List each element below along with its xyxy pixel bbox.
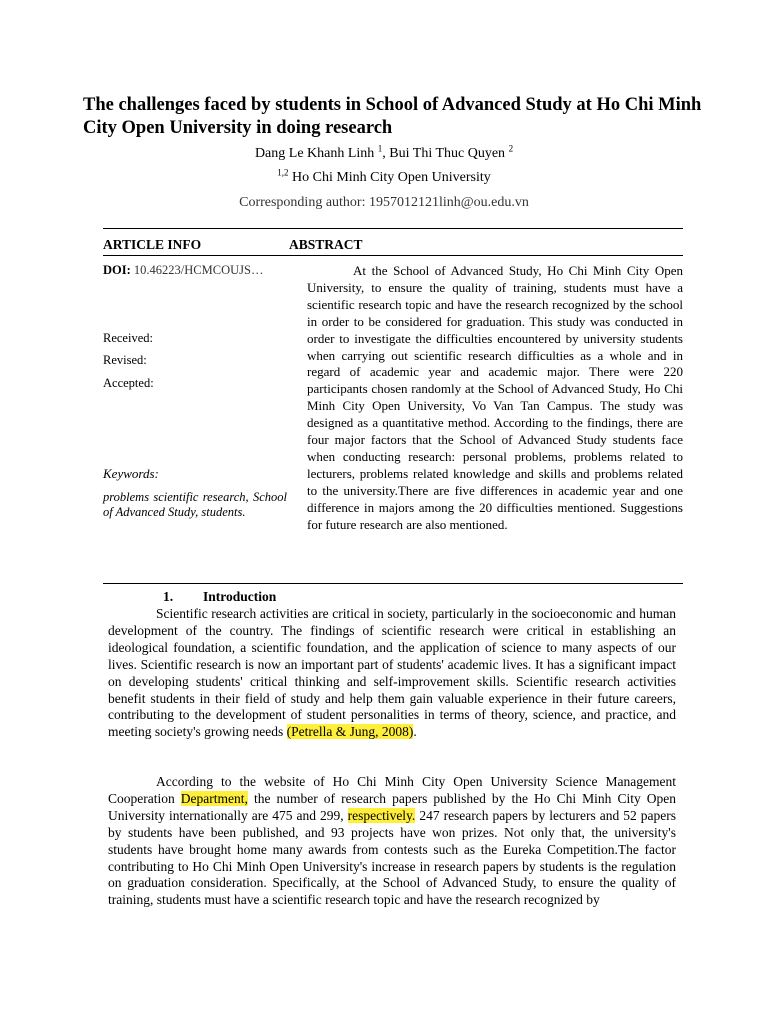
received-label: Received: [103, 331, 153, 345]
article-info-heading: ARTICLE INFO [103, 237, 202, 252]
highlight-department: Department, [180, 790, 248, 806]
author-line [0, 145, 768, 162]
author-1-affiliation-mark: 1 [377, 143, 383, 154]
section-number: 1. [163, 589, 174, 604]
paper-title: The challenges faced by students in School of Advanced Study at Ho Chi Minh City Open University in doing research [83, 95, 702, 138]
section-title: Introduction [203, 589, 277, 604]
intro-p2-part-b: the number of research papers published by the Ho Chi Minh City Open University internationally are 475 and 299, [108, 790, 676, 823]
introduction-heading [163, 589, 276, 605]
top-rule [103, 228, 683, 229]
author-1: Dang Le Khanh Linh [254, 146, 375, 161]
doi-line [103, 263, 263, 278]
abstract-heading: ABSTRACT [289, 237, 363, 252]
intro-p1-end: . [413, 724, 417, 740]
section-rule [103, 583, 683, 584]
citation-highlight: (Petrella & Jung, 2008) [286, 724, 414, 740]
keywords-label: Keywords: [103, 466, 159, 481]
author-separator: , [382, 146, 390, 161]
abstract-text: At the School of Advanced Study, Ho Chi Minh City Open University, to ensure the quality of training, students must have a scientific research topic and have the research recognized by the school in order to be considered for graduation. This study was conducted in order to investigate the difficulties encountered by university students when carrying out scientific research difficulties as a whole and in regard of academic year and academic major. There were 220 participants chosen randomly at the School of Advanced Study, Ho Chi Minh City Open University, Vo Van Tan Campus. The study was designed as a quantitative method. According to the findings, there are four major factors that the School of Advanced Study students face when conducting research: personal problems, problems related to lecturers, problems related knowledge and skills and problems related to the university.There are five differences in academic year and one difference in majors among the 20 difficulties mentioned. Suggestions for future research are also mentioned. [307, 263, 683, 532]
affiliation-mark: 1,2 [277, 167, 289, 178]
author-2-affiliation-mark: 2 [508, 143, 514, 154]
affiliation [0, 169, 768, 186]
affiliation-text: Ho Chi Minh City Open University [292, 170, 491, 185]
doi-label: DOI: [103, 263, 131, 277]
author-2: Bui Thi Thuc Quyen [389, 146, 506, 161]
keywords-list: problems scientific research, School of Advanced Study, students. [103, 490, 287, 519]
intro-p2-part-c: 247 research papers by lecturers and 52 papers by students have been published, and 93 projects have won prizes. Not only that, the university's students have brought home many awards from contests such as the Eureka Competition.The factor contributing to Ho Chi Minh Open University's increase in research papers by students is the regulation on graduation consideration. Specifically, at the School of Advanced Study, to ensure the quality of training, students must have a scientific research topic and have the research recognized by [108, 807, 676, 908]
intro-paragraph-1 [108, 606, 676, 741]
corresponding-author: Corresponding author: 1957012121linh@ou.edu.vn [239, 195, 529, 210]
header-rule [103, 255, 683, 256]
revised-label: Revised: [103, 353, 147, 367]
intro-p2-part-a: According to the website of Ho Chi Minh City Open University Science Management Cooperation [108, 774, 676, 806]
intro-paragraph-2 [108, 774, 676, 909]
accepted-label: Accepted: [103, 376, 154, 390]
intro-p1-text: Scientific research activities are critical in society, particularly in the socioeconomic and human development of the country. The findings of scientific research were critical in establishing an ideological foundation, a scientific foundation, and the application of science to many aspects of our lives. Scientific research is now an important part of students' academic lives. It has a significant impact on developing students' critical thinking and self-improvement skills. Scientific research activities benefit students in their field of study and help them gain valuable experience in their future careers, contributing to the development of student personalities in terms of theory, science, and practice, and meeting society's growing needs [108, 606, 676, 740]
doi-value[interactable]: 10.46223/HCMCOUJS… [133, 263, 264, 277]
highlight-respectively: respectively. [347, 807, 416, 823]
